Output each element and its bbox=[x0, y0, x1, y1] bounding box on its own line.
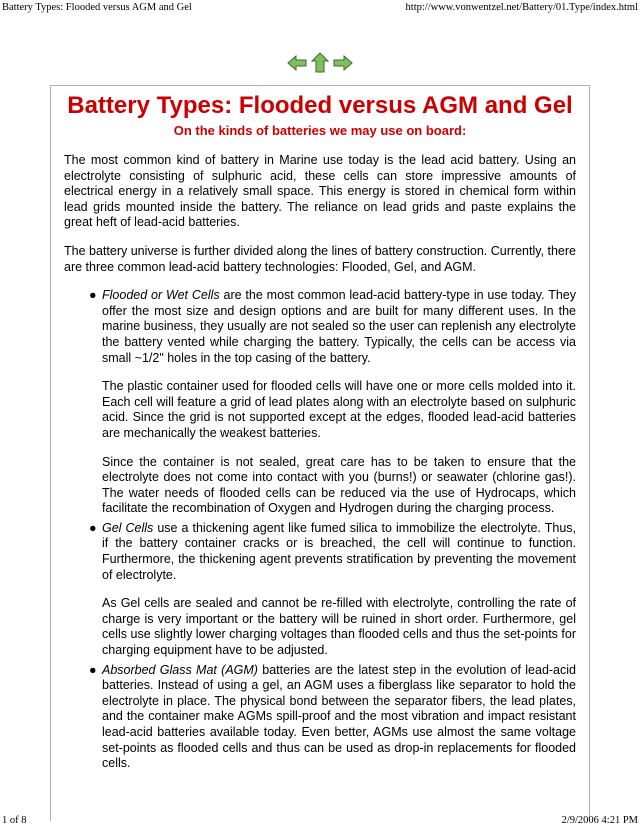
battery-type-list bbox=[64, 288, 576, 772]
gel-description: use a thickening agent like fumed silica to immobilize the electrolyte. Thus, if the battery container cracks or is breached, the cell will continue to function. Furthermore, the thickening agent prevents stratification by preventing the movement of electrolyte. bbox=[102, 520, 576, 582]
bullet: ● bbox=[89, 288, 97, 303]
intro-paragraph-2: The battery universe is further divided along the lines of battery construction. Currently, there are three common lead-acid battery technologies: Flooded, Gel, and AGM. bbox=[64, 243, 576, 274]
flooded-paragraph-2: The plastic container used for flooded cells will have one or more cells molded into it. Each cell will feature a grid of lead plates along with an electrolyte based on sulphuric acid. Since the grid is not supported except at the edges, flooded lead-acid batteries are mechanically the weakest batteries. bbox=[102, 379, 576, 440]
page-count: 1 of 8 bbox=[2, 815, 27, 826]
flooded-paragraph-3: Since the container is not sealed, great care has to be taken to ensure that the electrolyte does not come into contact with you (burns!) or seawater (chlorine gas!). The water needs of flooded cells can be reduced via the use of Hydrocaps, which facilitate the recombination of Oxygen and Hydrogen during the charging process. bbox=[102, 454, 576, 516]
intro-paragraph-1: The most common kind of battery in Marine use today is the lead acid battery. Using an electrolyte consisting of sulphuric acid, these cells can store impressive amounts of electrical energy in a relatively small space. This energy is stored in chemical form within lead grids mounted inside the battery. The reliance on lead grids and paste explains the great heft of lead-acid batteries. bbox=[64, 153, 576, 230]
list-item-agm bbox=[89, 662, 576, 772]
page-title: Battery Types: Flooded versus AGM and Gel bbox=[67, 92, 573, 119]
arrow-left-icon[interactable] bbox=[287, 52, 307, 74]
arrow-right-icon[interactable] bbox=[333, 52, 353, 74]
list-item-flooded bbox=[89, 288, 576, 517]
term-gel: Gel Cells bbox=[102, 520, 154, 535]
term-flooded: Flooded or Wet Cells bbox=[102, 288, 220, 303]
article bbox=[64, 92, 576, 776]
print-timestamp: 2/9/2006 4:21 PM bbox=[561, 815, 638, 826]
bullet: ● bbox=[89, 520, 97, 535]
bullet: ● bbox=[89, 662, 97, 677]
page-subtitle: On the kinds of batteries we may use on board: bbox=[173, 123, 467, 138]
list-item-gel bbox=[89, 520, 576, 659]
print-header-title: Battery Types: Flooded versus AGM and Gel bbox=[2, 2, 192, 13]
gel-paragraph-2: As Gel cells are sealed and cannot be re-filled with electrolyte, controlling the rate of charge is very important or the battery will be ruined in short order. Furthermore, gel cells use slightly lower charging voltages than flooded cells and thus the set-points for charging equipment have to be adjusted. bbox=[102, 596, 576, 658]
flooded-description: are the most common lead-acid battery-type in use today. They offer the most size and design options and are built for many different uses. In the marine business, they usually are not sealed so the user can replenish any electrolyte the battery vented while charging the battery. Typically, the cells can be access via small ~1/2" holes in the top casing of the battery. bbox=[102, 288, 576, 365]
agm-description: batteries are the latest step in the evolution of lead-acid batteries. Instead of using a gel, an AGM uses a fiberglass like separator to hold the electrolyte in place. The physical bond between the separator fibers, the lead plates, and the container make AGMs spill-proof and the most vibration and impact resistant lead-acid batteries available today. Even better, AGMs use almost the same voltage set-points as flooded cells and thus can be used as drop-in replacements for flooded cells. bbox=[102, 662, 576, 771]
arrow-up-icon[interactable] bbox=[310, 52, 330, 74]
term-agm: Absorbed Glass Mat (AGM) bbox=[102, 662, 258, 677]
print-header-url: http://www.vonwentzel.net/Battery/01.Type/index.html bbox=[405, 2, 638, 13]
page-navigation bbox=[0, 52, 640, 74]
